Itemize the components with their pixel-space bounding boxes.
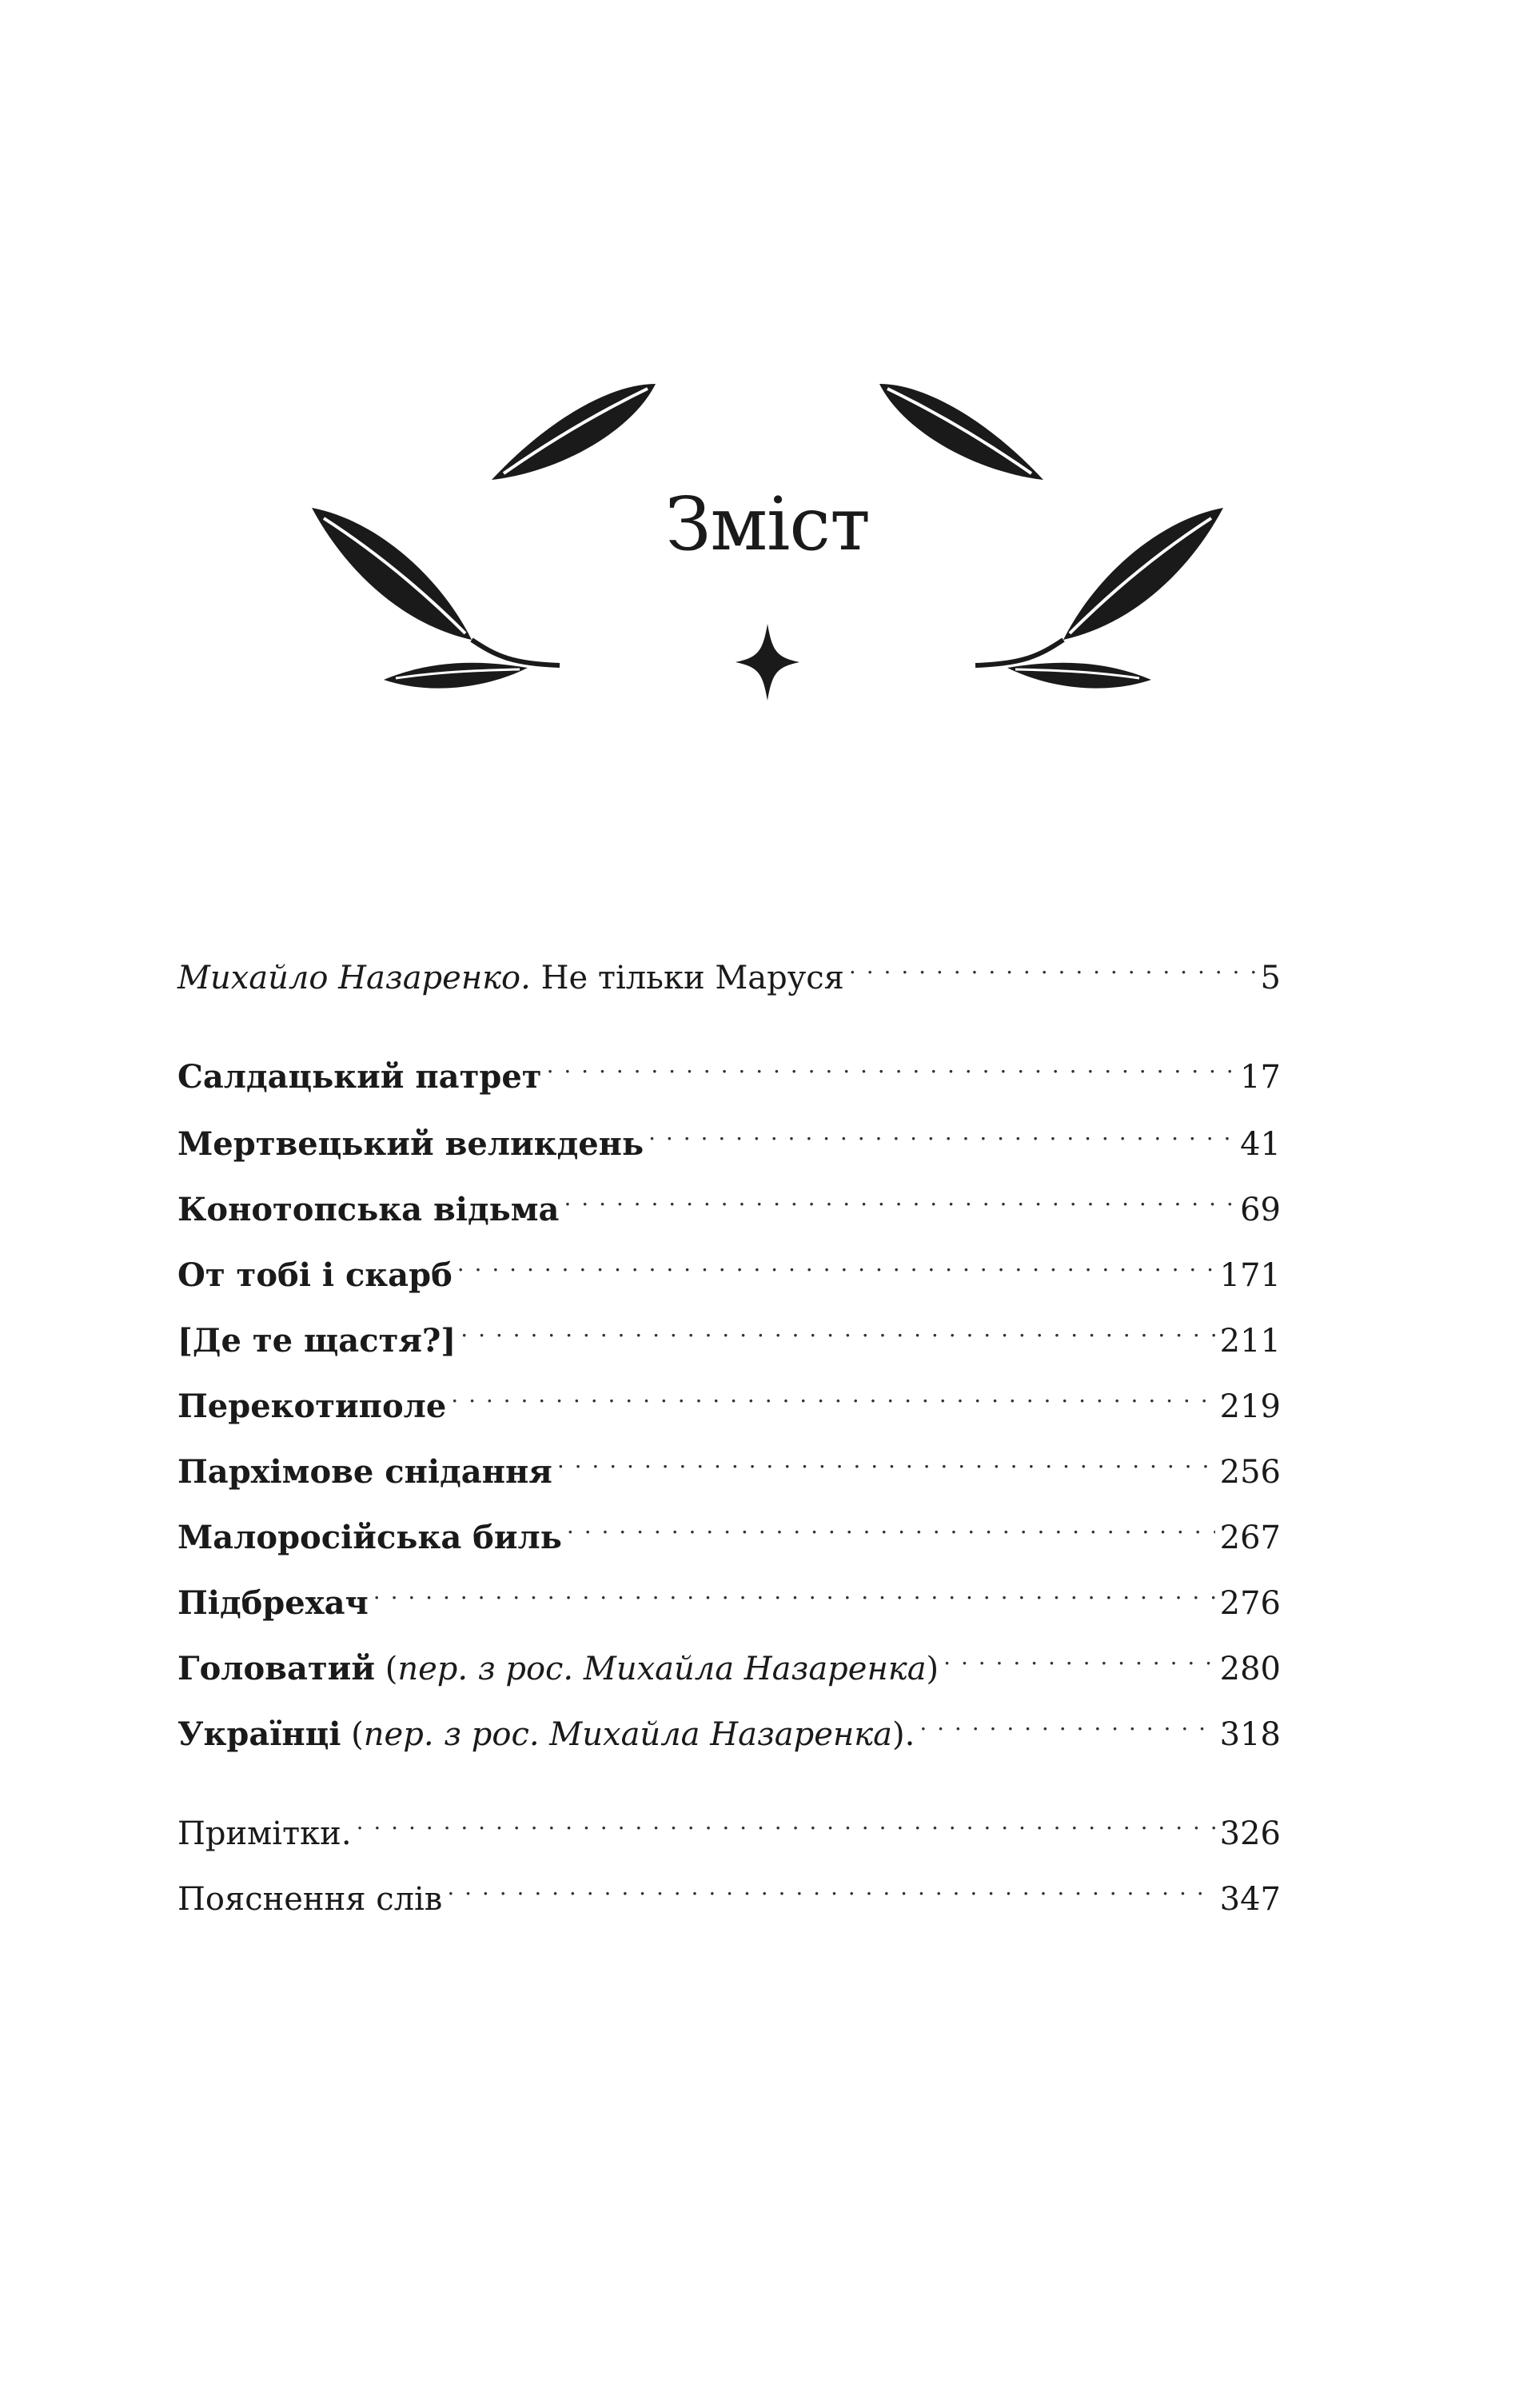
page-number: 318 xyxy=(1219,1716,1281,1753)
dot-leader xyxy=(564,1176,1235,1220)
dot-leader xyxy=(447,1865,1214,1910)
work-title: Малоросійська биль xyxy=(177,1519,562,1556)
toc-entry: Головатий (пер. з рос. Михайла Назаренка) . . . 280 xyxy=(177,1635,1281,1679)
page-number: 267 xyxy=(1219,1519,1281,1556)
work-title: Мертвецький великдень xyxy=(177,1125,644,1163)
toc-entry-appendix xyxy=(177,1799,1281,1852)
page-number: 171 xyxy=(1219,1257,1281,1294)
intro-title: Не тільки Маруся xyxy=(540,960,844,996)
toc-entry: Українці (пер. з рос. Михайла Назаренка). . . . 318 xyxy=(177,1700,1281,1745)
page-number: 326 xyxy=(1219,1815,1281,1852)
crescent-moon-icon xyxy=(728,364,779,440)
dot-leader xyxy=(547,1043,1236,1088)
toc-entry xyxy=(177,1569,1281,1622)
work-title: Пархімове снідання xyxy=(177,1453,552,1491)
dot-leader xyxy=(457,1241,1215,1286)
page-number: 256 xyxy=(1219,1454,1281,1491)
intro-author: Михайло Назаренко. xyxy=(177,960,531,996)
page-title: Зміст xyxy=(665,481,870,567)
toc-entry xyxy=(177,1241,1281,1294)
toc-entry xyxy=(177,1176,1281,1228)
toc-entry-intro xyxy=(177,944,1281,996)
toc-entry xyxy=(177,1307,1281,1360)
dot-leader xyxy=(451,1372,1214,1417)
dot-leader xyxy=(919,1700,1214,1745)
dot-leader xyxy=(567,1504,1215,1548)
toc-entry xyxy=(177,1504,1281,1556)
appendix-title: Примітки. xyxy=(177,1815,352,1852)
page-number: 276 xyxy=(1219,1585,1281,1622)
work-title: От тобі і скарб xyxy=(177,1256,453,1294)
dot-leader xyxy=(849,944,1256,988)
page-number: 219 xyxy=(1219,1388,1281,1425)
page-number: 41 xyxy=(1240,1126,1281,1163)
toc-entry xyxy=(177,1372,1281,1425)
work-title: Головатий xyxy=(177,1650,376,1687)
page-number: 5 xyxy=(1260,960,1281,996)
toc-entry xyxy=(177,1438,1281,1491)
work-title: Українці xyxy=(177,1715,341,1753)
appendix-title: Пояснення слів xyxy=(177,1881,443,1918)
translation-note: пер. з рос. Михайла Назаренка xyxy=(397,1651,927,1687)
work-title: Салдацький патрет xyxy=(177,1058,542,1096)
toc-entry xyxy=(177,1043,1281,1096)
dot-leader xyxy=(460,1307,1214,1352)
dot-leader xyxy=(557,1438,1215,1483)
page-number: 280 xyxy=(1219,1651,1281,1687)
toc-entry-appendix xyxy=(177,1865,1281,1918)
leaf-icon xyxy=(492,384,656,480)
work-title: Перекотиполе xyxy=(177,1388,447,1425)
dot-leader xyxy=(648,1110,1235,1155)
toc-entry xyxy=(177,1110,1281,1163)
work-title: [Де те щастя?] xyxy=(177,1322,457,1360)
page-number: 17 xyxy=(1240,1059,1281,1096)
work-title: Конотопська відьма xyxy=(177,1191,560,1228)
page-number: 69 xyxy=(1240,1192,1281,1228)
dot-leader xyxy=(357,1799,1215,1844)
translation-note: пер. з рос. Михайла Назаренка xyxy=(363,1716,892,1753)
star-icon xyxy=(736,624,799,701)
dot-leader xyxy=(373,1569,1215,1614)
page-number: 211 xyxy=(1219,1323,1281,1360)
page-number: 347 xyxy=(1219,1881,1281,1918)
dot-leader xyxy=(943,1635,1214,1679)
leaf-icon xyxy=(879,384,1043,480)
work-title: Підбрехач xyxy=(177,1584,369,1622)
